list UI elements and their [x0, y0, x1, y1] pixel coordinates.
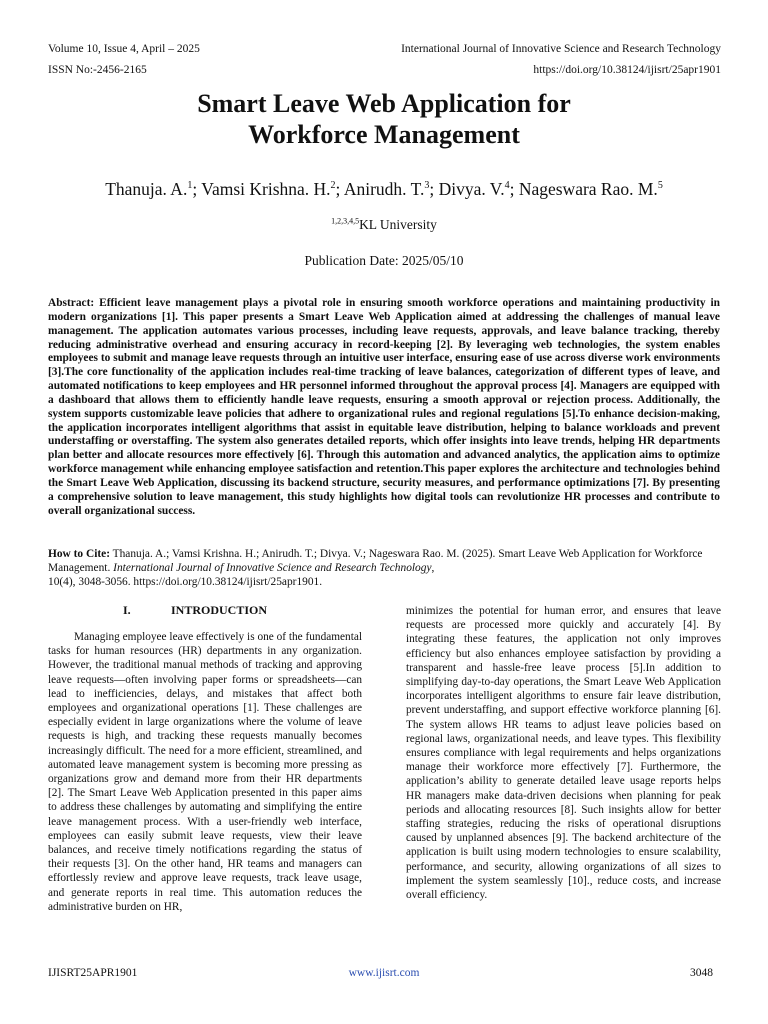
author-affiliation-sup: 1 — [187, 180, 193, 192]
author-name: Anirudh. T. — [343, 179, 425, 199]
how-to-cite — [48, 547, 728, 589]
author-name: Divya. V. — [438, 179, 505, 199]
paper-title — [0, 88, 768, 150]
author-affiliation-sup: 5 — [657, 180, 663, 192]
author-affiliation-sup: 3 — [424, 180, 430, 192]
issn: ISSN No:-2456-2165 — [48, 64, 147, 76]
section-number: I. — [123, 603, 131, 617]
left-column — [48, 603, 362, 914]
footer-code: IJISRT25APR1901 — [48, 967, 138, 979]
abstract — [48, 297, 720, 519]
citation-journal: International Journal of Innovative Science and Research Technology — [113, 562, 432, 574]
page-number: 3048 — [690, 967, 713, 979]
journal-name: International Journal of Innovative Science and Research Technology — [401, 43, 721, 55]
author-separator: ; — [429, 179, 439, 199]
publication-date: Publication Date: 2025/05/10 — [304, 253, 464, 268]
author-name: Nageswara Rao. M. — [518, 179, 658, 199]
section-title: INTRODUCTION — [171, 603, 268, 617]
author-name: Thanuja. A. — [105, 179, 188, 199]
author-separator: ; — [192, 179, 202, 199]
volume-issue: Volume 10, Issue 4, April – 2025 — [48, 43, 200, 55]
citation-comma: , — [431, 562, 435, 574]
doi-link[interactable]: https://doi.org/10.38124/ijisrt/25apr1901 — [533, 64, 721, 76]
body-paragraph: Managing employee leave effectively is one of the fundamental tasks for human resources (HR) departments in any organization. However, the traditional manual methods of tracking and approving leave requests—often involving paper forms or spreadsheets—can lead to inefficiencies, delays, and mistakes that affect both employees and organizational operations [1]. These challenges are especially evident in large organizations where the volume of leave requests is high, and tracking these requests manually becomes increasingly difficult. The need for a more efficient, streamlined, and automated leave management system is becoming more pressing as organizations grow and demand more from their HR departments [2]. The Smart Leave Web Application presented in this paper aims to address these challenges by automating and simplifying the entire leave management process. With a user-friendly web interface, employees can easily submit leave requests, view their leave balances, and receive timely notifications regarding the status of their requests [3]. On the other hand, HR teams and managers can effortlessly review and approve leave requests, track leave usage, and generate reports in real time. This automation reduces the administrative burden on HR, — [48, 631, 362, 913]
author-separator: ; — [509, 179, 519, 199]
body-paragraph: minimizes the potential for human error, and ensures that leave requests are processed more quickly and accurately [4]. By integrating these features, the application not only improves efficiency but also enhances employee satisfaction by providing a transparent and hassle-free leave process [5].In addition to simplifying day-to-day operations, the Smart Leave Web Application incorporates intelligent algorithms to ensure fair leave distribution, prevent understaffing, and support effective workforce planning [6]. The system allows HR teams to adjust leave policies based on regional laws, organizational needs, and leave types. This flexibility ensures compliance with legal requirements and helps organizations manage their workforce more effectively [7]. Furthermore, the application’s ability to generate detailed leave usage reports helps HR managers make data-driven decisions when planning for peak periods and allocating resources [8]. Such insights allow for better staffing strategies, reducing the risks of operational disruptions caused by unplanned absences [9]. The backend architecture of the application is built using modern technologies to ensure scalability, performance, and security, allowing organizations of all sizes to implement the system seamlessly [10]., reduce costs, and increase overall efficiency. — [406, 605, 721, 902]
footer-url[interactable]: www.ijisrt.com — [348, 967, 420, 979]
author-separator: ; — [335, 179, 344, 199]
citation-pages: 10(4), 3048-3056. https://doi.org/10.38124/ijisrt/25apr1901. — [48, 576, 323, 588]
affiliation-sup: 1,2,3,4,5 — [331, 216, 360, 226]
how-to-cite-label: How to Cite: — [48, 548, 110, 560]
right-column — [406, 604, 721, 902]
paper-title-line-1: Smart Leave Web Application for — [197, 89, 571, 118]
paper-title-line-2: Workforce Management — [248, 120, 520, 149]
abstract-text: Efficient leave management plays a pivotal role in ensuring smooth workforce operations and maintaining productivity in modern organizations [1]. This paper presents a Smart Leave Web Application aimed at addressing the challenges of manual leave management. The application automates various processes, including leave requests, approvals, and leave balance tracking, thereby reducing administrative overhead and ensuring accuracy in record-keeping [2]. By leveraging web technologies, the system enables employees to submit and manage leave requests through an intuitive user interface, ensuring ease of use across diverse work environments [3].The core functionality of the application includes real-time tracking of leave balances, categorization of different types of leave, and automated notifications to keep employees and HR personnel informed throughout the approval process [4]. Managers are equipped with a dashboard that allows them to efficiently handle leave requests, ensuring a smooth approval or rejection process. Additionally, the system supports customizable leave policies that adhere to organizational rules and regional regulations [5].To enhance decision-making, the application incorporates intelligent algorithms that assist in equitable leave distribution, helping to balance workloads and prevent understaffing or overstaffing. The system also generates detailed reports, which offer insights into leave trends, helping HR departments plan better and allocate resources more effectively [6]. Through this automation and advanced analytics, the application aims to optimize workforce management while enhancing employee satisfaction and retention.This paper explores the architecture and technologies behind the Smart Leave Web Application, discussing its backend structure, security measures, and performance optimizations [7]. By presenting a comprehensive solution to leave management, this study highlights how digital tools can revolutionize HR processes and contribute to overall organizational success. — [48, 297, 720, 517]
section-heading — [48, 603, 362, 618]
author-name: Vamsi Krishna. H. — [201, 179, 331, 199]
author-affiliation-sup: 4 — [504, 180, 510, 192]
affiliation-name: KL University — [359, 217, 437, 232]
affiliation — [0, 216, 768, 234]
author-list — [0, 178, 768, 200]
author-affiliation-sup: 2 — [330, 180, 336, 192]
abstract-label: Abstract: — [48, 297, 95, 309]
citation-text: Thanuja. A.; Vamsi Krishna. H.; Anirudh. T.; Divya. V.; Nageswara Rao. M. (2025). Smart Leave Web Application for Workforce Management. — [48, 548, 703, 574]
